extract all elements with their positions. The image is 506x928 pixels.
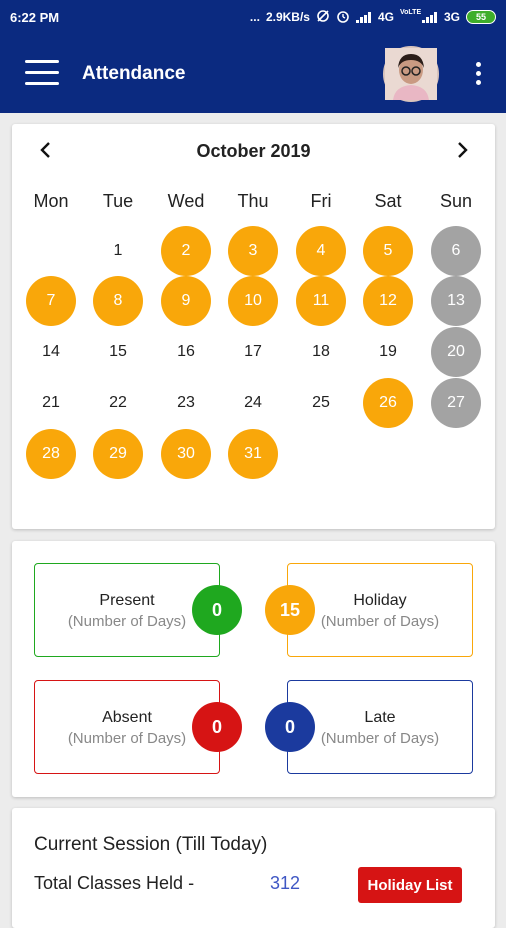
total-classes-label: Total Classes Held -	[34, 873, 195, 893]
present-count: 0	[192, 585, 242, 635]
calendar-day-13[interactable]: 13	[431, 276, 481, 326]
calendar-day-31[interactable]: 31	[228, 429, 278, 479]
weekday-sun: Sun	[439, 191, 473, 211]
app-bar	[0, 34, 506, 113]
calendar-day-7[interactable]: 7	[26, 276, 76, 326]
holiday-count: 15	[265, 585, 315, 635]
calendar-day-20[interactable]: 20	[431, 327, 481, 377]
holiday-label: Holiday	[353, 592, 407, 609]
calendar-day-12[interactable]: 12	[363, 276, 413, 326]
data-saver-icon	[316, 9, 330, 26]
battery-icon: 55	[466, 10, 496, 24]
alarm-icon	[336, 9, 350, 26]
calendar-day-22[interactable]: 22	[109, 394, 127, 411]
calendar-day-11[interactable]: 11	[296, 276, 346, 326]
signal-icon	[356, 12, 372, 23]
absent-sublabel: (Number of Days)	[67, 730, 187, 747]
chevron-right-icon	[455, 141, 469, 159]
calendar-day-8[interactable]: 8	[93, 276, 143, 326]
calendar-day-23[interactable]: 23	[177, 394, 195, 411]
calendar-day-3[interactable]: 3	[228, 226, 278, 276]
network-3g: 3G	[443, 10, 460, 24]
hamburger-menu-icon[interactable]	[25, 60, 61, 86]
signal-icon-2	[422, 12, 438, 23]
absent-count: 0	[192, 702, 242, 752]
page-title: Attendance	[82, 63, 186, 84]
total-classes-value: 312	[270, 873, 301, 893]
weekday-fri: Fri	[310, 191, 332, 211]
late-label: Late	[364, 709, 396, 726]
calendar-day-17[interactable]: 17	[244, 343, 262, 360]
attendance-summary-card	[12, 541, 495, 797]
calendar-day-5[interactable]: 5	[363, 226, 413, 276]
weekday-wed: Wed	[167, 191, 205, 211]
calendar-day-15[interactable]: 15	[109, 343, 127, 360]
weekday-mon: Mon	[33, 191, 69, 211]
calendar-day-27[interactable]: 27	[431, 378, 481, 428]
calendar-day-18[interactable]: 18	[312, 343, 330, 360]
more-vertical-icon[interactable]	[468, 60, 488, 88]
absent-label: Absent	[102, 709, 152, 726]
network-4g: 4G	[377, 10, 394, 24]
calendar-day-16[interactable]: 16	[177, 343, 195, 360]
status-icons	[250, 9, 496, 26]
present-label: Present	[99, 592, 155, 609]
calendar-day-30[interactable]: 30	[161, 429, 211, 479]
volte-badge: VoLTE	[399, 9, 422, 16]
calendar-day-2[interactable]: 2	[161, 226, 211, 276]
status-dots: ...	[249, 10, 260, 24]
calendar-day-14[interactable]: 14	[42, 343, 60, 360]
late-count: 0	[265, 702, 315, 752]
calendar-day-19[interactable]: 19	[379, 343, 397, 360]
calendar-day-1[interactable]: 1	[113, 242, 123, 259]
calendar-day-28[interactable]: 28	[26, 429, 76, 479]
calendar-day-24[interactable]: 24	[244, 394, 262, 411]
calendar-day-21[interactable]: 21	[42, 394, 60, 411]
calendar-day-10[interactable]: 10	[228, 276, 278, 326]
session-title: Current Session (Till Today)	[34, 834, 268, 855]
calendar-day-9[interactable]: 9	[161, 276, 211, 326]
status-time: 6:22 PM	[10, 9, 60, 25]
calendar-day-6[interactable]: 6	[431, 226, 481, 276]
month-label: October 2019	[196, 141, 311, 161]
present-sublabel: (Number of Days)	[67, 613, 187, 630]
late-sublabel: (Number of Days)	[320, 730, 440, 747]
holiday-list-button[interactable]: Holiday List	[358, 867, 462, 903]
status-bar	[0, 0, 506, 34]
avatar[interactable]	[383, 46, 439, 102]
weekday-tue: Tue	[102, 191, 134, 211]
network-speed: 2.9KB/s	[265, 10, 310, 24]
next-month-button[interactable]	[448, 136, 476, 164]
calendar-day-26[interactable]: 26	[363, 378, 413, 428]
calendar-card	[12, 124, 495, 529]
calendar-day-25[interactable]: 25	[312, 394, 330, 411]
weekday-sat: Sat	[374, 191, 402, 211]
calendar-day-4[interactable]: 4	[296, 226, 346, 276]
weekday-thu: Thu	[237, 191, 269, 211]
session-card	[12, 808, 495, 928]
holiday-sublabel: (Number of Days)	[320, 613, 440, 630]
calendar-day-29[interactable]: 29	[93, 429, 143, 479]
